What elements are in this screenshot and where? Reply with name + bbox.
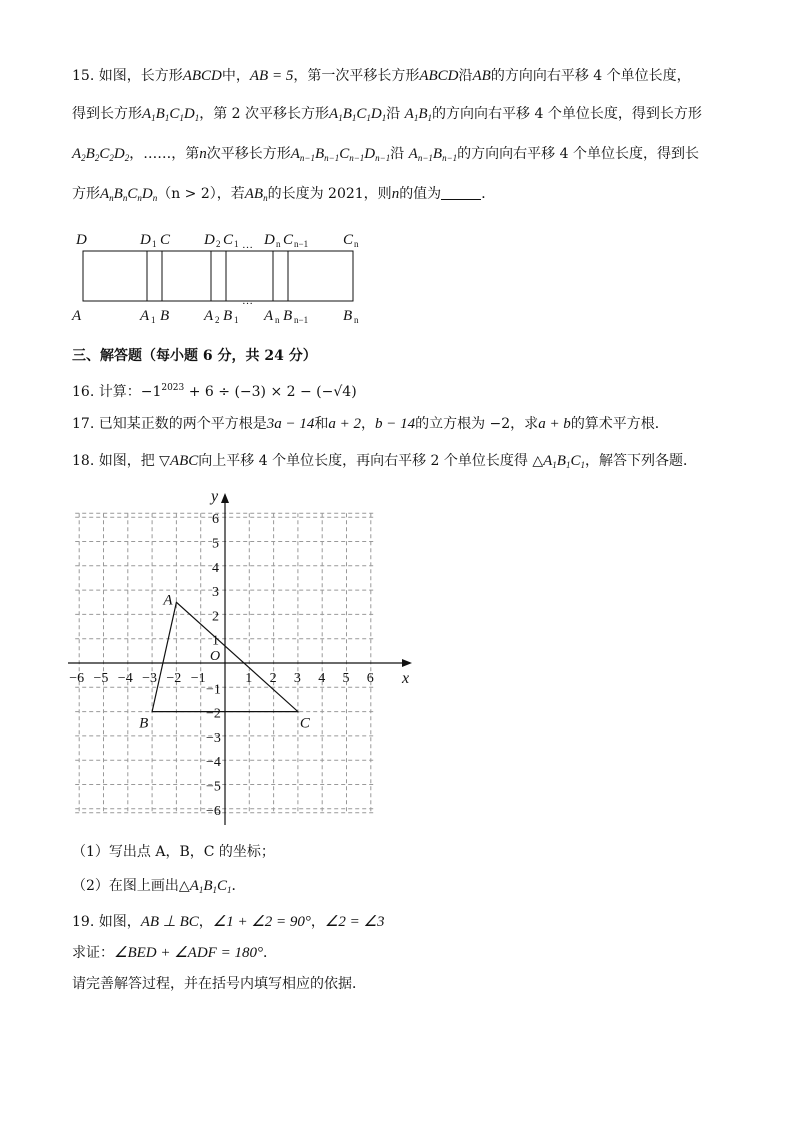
x-tick-label: −4 <box>117 671 133 686</box>
x-tick-label: 3 <box>293 671 301 686</box>
label-Bn-1: B <box>283 308 293 324</box>
x-tick-label: 4 <box>318 671 326 686</box>
svg-text:n: n <box>354 315 359 325</box>
label-B: B <box>160 308 170 324</box>
label-D: D <box>76 232 87 248</box>
x-tick-label: −3 <box>142 671 158 686</box>
q15-line1: 15. 如图，长方形ABCD中，AB = 5，第一次平移长方形ABCD沿AB的方向向右平移 4 个单位长度， <box>72 68 691 84</box>
answer-blank[interactable] <box>441 185 481 200</box>
x-tick-label: −6 <box>69 671 85 686</box>
x-tick-label: 5 <box>342 671 350 686</box>
x-tick-label: 2 <box>269 671 277 686</box>
y-tick-label: −5 <box>206 779 221 795</box>
q19-prove: 求证：∠BED + ∠ADF = 180°． <box>72 945 277 961</box>
label-An: A <box>264 308 274 324</box>
svg-text:n−1: n−1 <box>294 315 309 325</box>
svg-text:…: … <box>242 295 253 307</box>
label-A1: A <box>140 308 150 324</box>
svg-text:1: 1 <box>152 239 157 249</box>
label-Cn: C <box>343 232 354 248</box>
x-tick-label: 6 <box>366 671 374 686</box>
q15-line2: 得到长方形$A_1B_1C_1D_1$，第 2 次平移长方形$A_1B_1C_1D_1$沿 $A_1B_1$的方向向右平移 4 个单位长度，得到长方形 <box>72 106 702 123</box>
svg-text:1: 1 <box>234 239 239 249</box>
x-tick-label: 1 <box>245 671 253 686</box>
y-axis-arrow <box>221 493 229 503</box>
label-A2: A <box>204 308 214 324</box>
section-3-heading: 三、解答题（每小题 6 分，共 24 分） <box>72 348 317 364</box>
y-tick-label: −3 <box>206 730 221 746</box>
y-tick-label: 3 <box>212 585 219 601</box>
svg-text:n: n <box>354 239 359 249</box>
x-axis-arrow <box>402 659 412 667</box>
y-axis-label: y <box>211 488 219 505</box>
label-Cn-1: C <box>283 232 294 248</box>
svg-text:…: … <box>242 239 253 251</box>
q15-line4: 方形$A_nB_nC_nD_n(n > 2)$，若$AB_n$的长度为 2021，则n的值为 ． <box>72 186 496 203</box>
q17: 17. 已知某正数的两个平方根是3a − 14和a + 2，b − 14的立方根为 −2，求a + b的算术平方根． <box>72 416 669 432</box>
q15-rectangle-figure <box>70 224 370 334</box>
q16: 16. 计算：$-1^{2023} + 6 \div (-3) \times 2 - (-√4)$ <box>72 383 357 400</box>
svg-text:1: 1 <box>234 315 239 325</box>
q15-line3: $A_2B_2C_2D_2$，……，第n次平移长方形$A_{n-1}B_{n-1}C_{n-1}D_{n-1}$沿 $A_{n-1}B_{n-1}$的方向向右平移 4 个单位长度，得到长 <box>72 146 699 163</box>
y-tick-label: −1 <box>206 682 221 698</box>
y-tick-label: 1 <box>212 633 219 649</box>
q19-note: 请完善解答过程，并在括号内填写相应的依据． <box>72 976 366 992</box>
rectangle-outline <box>83 251 353 301</box>
origin-label: O <box>210 649 221 664</box>
point-A-label: A <box>163 592 173 609</box>
q18-part2: （2）在图上画出$\triangle A_1B_1C_1$． <box>72 878 246 895</box>
label-Bn: B <box>343 308 353 324</box>
y-tick-label: −4 <box>206 755 221 771</box>
label-Dn: D <box>264 232 275 248</box>
x-tick-label: −5 <box>93 671 109 686</box>
y-tick-label: 5 <box>212 536 219 552</box>
svg-text:n: n <box>276 239 281 249</box>
y-tick-label: 4 <box>212 560 219 576</box>
q18: 18. 如图，把 ▽ABC向上平移 4 个单位长度，再向右平移 2 个单位长度得 $\triangle A_1B_1C_1$，解答下列各题． <box>72 453 697 470</box>
svg-text:1: 1 <box>151 315 156 325</box>
point-C-label: C <box>299 715 310 732</box>
label-D1: D <box>140 232 151 248</box>
svg-text:n: n <box>275 315 280 325</box>
x-tick-label: −2 <box>166 671 182 686</box>
y-tick-label: −2 <box>206 706 221 722</box>
svg-text:2: 2 <box>215 315 220 325</box>
label-A: A <box>72 308 82 324</box>
svg-text:2: 2 <box>216 239 221 249</box>
x-tick-label: −1 <box>190 671 206 686</box>
x-axis-label: x <box>402 670 410 687</box>
y-tick-label: 2 <box>212 609 219 625</box>
label-B1: B <box>223 308 233 324</box>
label-C1: C <box>223 232 234 248</box>
q18-part1: （1）写出点 A，B，C 的坐标； <box>72 844 275 860</box>
y-tick-label: −6 <box>206 803 221 819</box>
q19: 19. 如图，AB ⊥ BC，∠1 + ∠2 = 90°，∠2 = ∠3 <box>72 914 385 930</box>
svg-text:n−1: n−1 <box>294 239 309 249</box>
y-tick-label: 6 <box>212 512 219 528</box>
label-D2: D <box>204 232 215 248</box>
point-B-label: B <box>139 715 149 732</box>
label-C: C <box>160 232 171 248</box>
coordinate-grid <box>60 485 420 830</box>
